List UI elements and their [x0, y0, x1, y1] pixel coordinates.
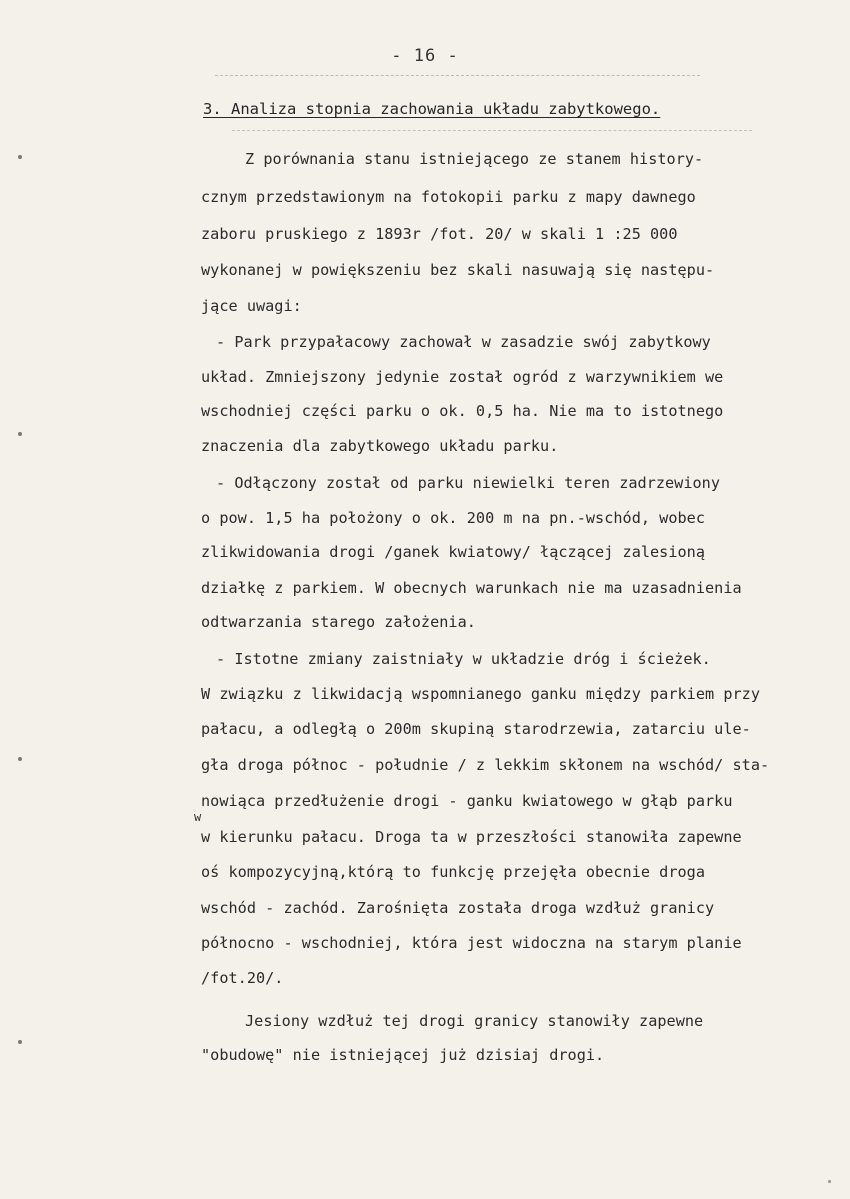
text-line: oś kompozycyjną,którą to funkcję przejęła obecnie droga: [201, 863, 705, 881]
text-line: nowiąca przedłużenie drogi - ganku kwiatowego w głąb parku: [201, 792, 733, 810]
binding-hole: [18, 757, 22, 761]
text-line: zaboru pruskiego z 1893r /fot. 20/ w skali 1 :25 000: [201, 225, 678, 243]
correction-mark: w: [194, 810, 202, 824]
text-line: - Istotne zmiany zaistniały w układzie dróg i ścieżek.: [216, 650, 711, 668]
page-number: - 16 -: [391, 46, 459, 66]
text-line: - Park przypałacowy zachował w zasadzie swój zabytkowy: [216, 333, 711, 351]
top-rule: [215, 75, 700, 76]
corner-mark: [828, 1180, 831, 1183]
text-line: gła droga północ - południe / z lekkim skłonem na wschód/ sta-: [201, 756, 770, 774]
text-line: odtwarzania starego założenia.: [201, 613, 476, 631]
text-line: "obudowę" nie istniejącej już dzisiaj drogi.: [201, 1046, 605, 1064]
text-line: Jesiony wzdłuż tej drogi granicy stanowiły zapewne: [245, 1012, 704, 1030]
text-line: układ. Zmniejszony jedynie został ogród z warzywnikiem we: [201, 368, 724, 386]
text-line: wykonanej w powiększeniu bez skali nasuwają się następu-: [201, 261, 715, 279]
text-line: północno - wschodniej, która jest widoczna na starym planie: [201, 934, 742, 952]
text-line: wschodniej części parku o ok. 0,5 ha. Nie ma to istotnego: [201, 402, 724, 420]
text-line: wschód - zachód. Zarośnięta została droga wzdłuż granicy: [201, 899, 715, 917]
text-line: Z porównania stanu istniejącego ze stanem history-: [245, 150, 704, 168]
text-line: w kierunku pałacu. Droga ta w przeszłości stanowiła zapewne: [201, 828, 742, 846]
text-line: znaczenia dla zabytkowego układu parku.: [201, 437, 559, 455]
section-heading-text: 3. Analiza stopnia zachowania układu zabytkowego.: [203, 100, 661, 118]
text-line: jące uwagi:: [201, 297, 302, 315]
text-line: działkę z parkiem. W obecnych warunkach nie ma uzasadnienia: [201, 579, 742, 597]
binding-hole: [18, 155, 22, 159]
section-heading: [203, 100, 660, 118]
text-line: pałacu, a odległą o 200m skupiną starodrzewia, zatarciu ule-: [201, 720, 751, 738]
text-line: W związku z likwidacją wspomnianego ganku między parkiem przy: [201, 685, 760, 703]
text-line: /fot.20/.: [201, 969, 284, 987]
text-line: - Odłączony został od parku niewielki teren zadrzewiony: [216, 474, 720, 492]
binding-hole: [18, 1040, 22, 1044]
heading-rule: [232, 130, 752, 131]
text-line: cznym przedstawionym na fotokopii parku z mapy dawnego: [201, 188, 696, 206]
text-line: o pow. 1,5 ha położony o ok. 200 m na pn.-wschód, wobec: [201, 509, 705, 527]
text-line: zlikwidowania drogi /ganek kwiatowy/ łączącej zalesioną: [201, 543, 705, 561]
binding-hole: [18, 432, 22, 436]
